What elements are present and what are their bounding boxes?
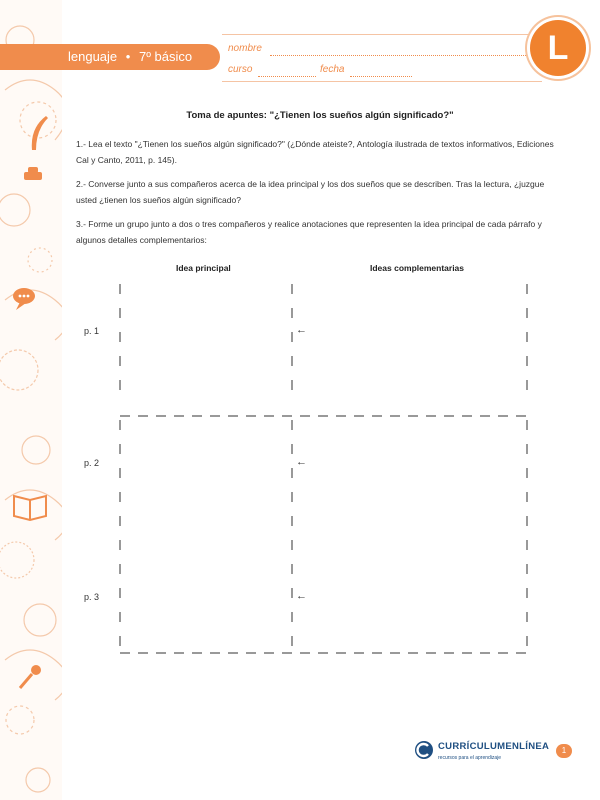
nombre-label: nombre xyxy=(228,43,262,54)
row-label-p3: p. 3 xyxy=(84,592,100,602)
instruction-2: 2.- Converse junto a sus compañeros acerca de la idea principal y los dos sueños que se describen. Tras la lectura, ¿juzgue usted ¿tienen los sueños algún significado? xyxy=(76,179,545,205)
curriculum-logo xyxy=(414,738,554,768)
logo-subtitle: recursos para el aprendizaje xyxy=(438,755,502,761)
page-title: Toma de apuntes: "¿Tienen los sueños algún significado?" xyxy=(186,110,454,121)
subject-text: lenguaje xyxy=(68,49,118,64)
row-label-p1: p. 1 xyxy=(84,326,100,336)
grade-text: 7º básico xyxy=(138,49,193,64)
arrow-p2: ← xyxy=(296,456,307,468)
column-header-complementary-ideas: Ideas complementarias xyxy=(370,263,465,273)
row-label-p2: p. 2 xyxy=(84,458,100,468)
section-letter-badge: L xyxy=(530,20,586,76)
instruction-3: 3.- Forme un grupo junto a dos o tres compañeros y realice anotaciones que representen la idea principal de cada párrafo y algunos detalles complementarios: xyxy=(76,219,542,245)
curso-label: curso xyxy=(228,64,253,75)
logo-text: CURRÍCULUMENLÍNEA xyxy=(438,741,550,752)
arrow-p3: ← xyxy=(296,590,307,602)
logo-mark-icon xyxy=(414,740,434,760)
page-number: 1 xyxy=(556,744,572,758)
arrow-p1: ← xyxy=(296,324,307,336)
instruction-1: 1.- Lea el texto "¿Tienen los sueños algún significado?" (¿Dónde ateiste?, Antología ilustrada de textos informativos, Ediciones Cal y Canto, 2011, p. 145). xyxy=(76,139,554,165)
column-header-main-idea: Idea principal xyxy=(176,263,231,273)
fecha-label: fecha xyxy=(320,64,345,75)
bullet: • xyxy=(125,49,131,64)
